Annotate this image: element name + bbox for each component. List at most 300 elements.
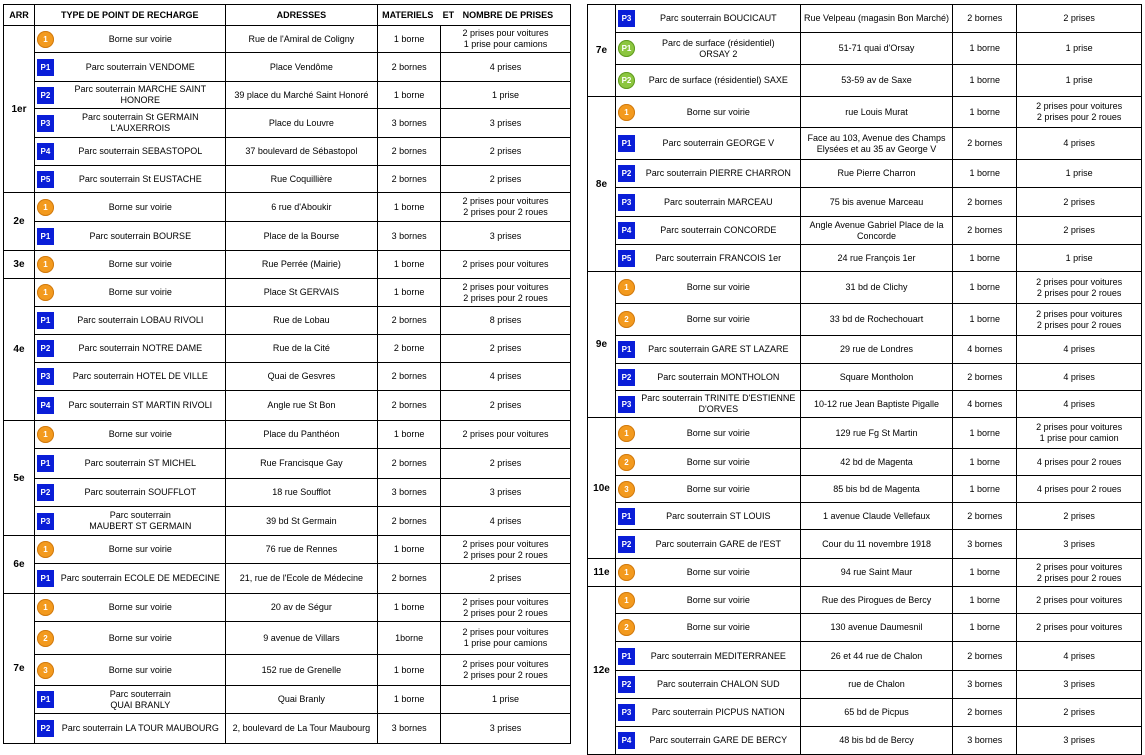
address-cell: Rue de l'Amiral de Coligny [225,26,377,53]
address-cell: Place de la Bourse [225,222,377,251]
parking-marker-icon: P1 [618,648,635,665]
materiel-cell: 2 bornes [378,391,441,421]
type-cell [615,699,800,727]
street-charger-marker-icon: 1 [37,31,54,48]
materiel-cell: 3 bornes [953,671,1017,699]
prises-cell: 3 prises [1017,727,1142,755]
table-row [4,251,571,279]
parking-marker-icon: P2 [37,484,54,501]
prises-cell: 3 prises [441,109,571,138]
address-cell: Place du Louvre [225,109,377,138]
prises-cell: 2 prises [1017,699,1142,727]
street-charger-marker-icon: 2 [618,311,635,328]
street-charger-marker-icon: 2 [618,619,635,636]
arrondissement-cell: 6e [4,536,35,594]
materiel-cell: 2 bornes [953,642,1017,671]
type-cell [615,217,800,245]
materiel-cell: 1 borne [378,251,441,279]
address-cell: Rue Perrée (Mairie) [225,251,377,279]
materiel-cell: 1 borne [378,279,441,307]
type-label: Parc souterrain ECOLE DE MEDECINE [60,573,220,583]
street-charger-marker-icon: 1 [37,599,54,616]
prises-cell: 3 prises [441,479,571,507]
type-label: Parc souterrain GARE DE BERCY [649,735,788,745]
parking-marker-icon: P2 [618,676,635,693]
address-cell: 24 rue François 1er [800,245,953,272]
materiel-cell: 3 bornes [378,479,441,507]
parking-marker-icon: P2 [618,165,635,182]
address-cell: Rue Francisque Gay [225,449,377,479]
address-cell: 75 bis avenue Marceau [800,188,953,217]
header-et-label: ET [442,9,455,20]
type-label: Borne sur voirie [108,602,172,612]
prises-cell: 1 prise [1017,65,1142,97]
materiel-cell: 2 bornes [953,128,1017,160]
surface-parking-marker-icon: P1 [618,40,635,57]
type-cell [34,166,225,193]
table-row [4,138,571,166]
prises-cell: 2 prises pour voitures [1017,587,1142,614]
materiel-cell: 2 bornes [953,503,1017,530]
type-label: Parc souterrain BOUCICAUT [660,13,777,23]
materiel-cell: 2 bornes [953,699,1017,727]
parking-marker-icon: P1 [37,59,54,76]
materiel-cell: 1 borne [378,655,441,686]
materiel-cell: 1 borne [953,65,1017,97]
prises-cell: 2 prises pour voitures 2 prises pour 2 roues [441,594,571,622]
type-label: Parc souterrain HOTEL DE VILLE [72,371,208,381]
prises-cell: 4 prises [1017,391,1142,418]
street-charger-marker-icon: 1 [37,199,54,216]
type-label: Borne sur voirie [108,544,172,554]
table-row [4,193,571,222]
materiel-cell: 2 bornes [378,564,441,594]
type-cell [34,138,225,166]
table-row [588,272,1142,304]
address-cell: 48 bis bd de Bercy [800,727,953,755]
prises-cell: 2 prises [1017,188,1142,217]
table-row [588,449,1142,476]
address-cell: 130 avenue Daumesnil [800,614,953,642]
materiel-cell: 4 bornes [953,336,1017,364]
materiel-cell: 3 bornes [953,727,1017,755]
materiel-cell: 2 bornes [378,507,441,536]
prises-cell: 2 prises pour voitures 1 prise pour camions [441,26,571,53]
table-row [588,642,1142,671]
street-charger-marker-icon: 1 [37,284,54,301]
table-row [588,503,1142,530]
arrondissement-cell: 9e [588,272,616,418]
prises-cell: 1 prise [441,82,571,109]
left-table-body [4,26,571,744]
prises-cell: 2 prises [441,335,571,363]
materiel-cell: 1 borne [953,476,1017,503]
prises-cell: 2 prises [441,449,571,479]
type-label: Borne sur voirie [686,427,750,438]
parking-marker-icon: P3 [37,368,54,385]
type-label: Parc souterrain MONTHOLON [657,371,780,382]
prises-cell: 3 prises [441,222,571,251]
address-cell: 39 bd St Germain [225,507,377,536]
prises-cell: 4 prises [441,507,571,536]
type-cell [34,307,225,335]
materiel-cell: 2 bornes [953,217,1017,245]
table-row [4,53,571,82]
prises-cell: 1 prise [1017,33,1142,65]
type-label: Borne sur voirie [108,287,172,297]
parking-marker-icon: P5 [37,171,54,188]
arrondissement-cell: 8e [588,97,616,272]
type-cell [34,479,225,507]
header-row [4,5,571,26]
address-cell: 33 bd de Rochechouart [800,304,953,336]
parking-marker-icon: P1 [618,135,635,152]
materiel-cell: 1 borne [953,304,1017,336]
address-cell: Cour du 11 novembre 1918 [800,530,953,559]
type-label: Borne sur voirie [686,567,750,577]
type-cell [34,536,225,564]
address-cell: Rue Velpeau (magasin Bon Marché) [800,5,953,33]
table-row [588,476,1142,503]
table-row [588,418,1142,449]
prises-cell: 4 prises pour 2 roues [1017,449,1142,476]
parking-marker-icon: P4 [618,222,635,239]
street-charger-marker-icon: 1 [618,279,635,296]
table-row [588,128,1142,160]
prises-cell: 3 prises [441,714,571,744]
table-row [588,245,1142,272]
header-prises [441,5,571,26]
table-row [588,391,1142,418]
header-addresses: ADRESSES [225,5,377,26]
type-cell [615,449,800,476]
type-cell [34,686,225,714]
table-row [588,559,1142,587]
type-label: Parc souterrain ST LOUIS [666,510,771,521]
type-label: Parc de surface (résidentiel) ORSAY 2 [662,37,775,59]
address-cell: Place Vendôme [225,53,377,82]
materiel-cell: 2 bornes [953,364,1017,391]
street-charger-marker-icon: 3 [37,662,54,679]
type-cell [615,128,800,160]
type-cell [34,594,225,622]
table-row [4,655,571,686]
table-row [588,364,1142,391]
address-cell: Rue de Lobau [225,307,377,335]
table-row [4,166,571,193]
header-arr: ARR [4,5,35,26]
table-row [588,336,1142,364]
table-row [588,217,1142,245]
type-label: Borne sur voirie [108,259,172,269]
prises-cell: 3 prises [1017,530,1142,559]
type-label: Parc souterrain LOBAU RIVOLI [77,315,204,325]
materiel-cell: 3 bornes [953,530,1017,559]
materiel-cell: 2 bornes [378,449,441,479]
address-cell: 1 avenue Claude Vellefaux [800,503,953,530]
type-label: Borne sur voirie [108,201,172,212]
street-charger-marker-icon: 1 [618,592,635,609]
parking-marker-icon: P2 [618,536,635,553]
parking-marker-icon: P1 [37,455,54,472]
prises-cell: 4 prises [1017,128,1142,160]
table-row [4,363,571,391]
type-cell [615,97,800,128]
prises-cell: 2 prises pour voitures 2 prises pour 2 roues [441,279,571,307]
type-cell [615,364,800,391]
materiel-cell: 4 bornes [953,391,1017,418]
address-cell: 31 bd de Clichy [800,272,953,304]
parking-marker-icon: P1 [37,570,54,587]
type-cell [34,507,225,536]
type-cell [615,642,800,671]
type-cell [34,622,225,655]
type-label: Parc souterrain St GERMAIN L'AUXERROIS [82,112,199,133]
type-label: Parc souterrain ST MICHEL [84,458,196,468]
prises-cell: 2 prises [441,138,571,166]
prises-cell: 2 prises pour voitures 1 prise pour camion [1017,418,1142,449]
address-cell: 20 av de Ségur [225,594,377,622]
table-row [4,449,571,479]
address-cell: 42 bd de Magenta [800,449,953,476]
table-row [588,614,1142,642]
address-cell: 2, boulevard de La Tour Maubourg [225,714,377,744]
type-cell [34,279,225,307]
prises-cell: 2 prises pour voitures 2 prises pour 2 roues [1017,304,1142,336]
prises-cell: 2 prises [1017,503,1142,530]
materiel-cell: 3 bornes [378,222,441,251]
type-cell [34,564,225,594]
surface-parking-marker-icon: P2 [618,72,635,89]
table-row [4,335,571,363]
type-label: Parc souterrain BOURSE [89,230,192,241]
parking-marker-icon: P3 [37,115,54,132]
prises-cell: 2 prises pour voitures 1 prise pour camions [441,622,571,655]
table-row [588,699,1142,727]
type-cell [615,245,800,272]
arrondissement-cell: 7e [4,594,35,744]
materiel-cell: 2 bornes [953,188,1017,217]
type-label: Parc de surface (résidentiel) SAXE [648,75,788,85]
parking-marker-icon: P4 [618,732,635,749]
prises-cell: 8 prises [441,307,571,335]
address-cell: 53-59 av de Saxe [800,65,953,97]
materiel-cell: 1 borne [378,193,441,222]
address-cell: 29 rue de Londres [800,336,953,364]
parking-marker-icon: P1 [37,312,54,329]
parking-marker-icon: P1 [618,508,635,525]
address-cell: 10-12 rue Jean Baptiste Pigalle [800,391,953,418]
address-cell: 21, rue de l'Ecole de Médecine [225,564,377,594]
materiel-cell: 2 borne [378,335,441,363]
table-row [4,391,571,421]
street-charger-marker-icon: 2 [618,454,635,471]
street-charger-marker-icon: 2 [37,630,54,647]
materiel-cell: 1 borne [378,536,441,564]
table-row [4,564,571,594]
materiel-cell: 1 borne [378,26,441,53]
arrondissement-cell: 7e [588,5,616,97]
type-label: Parc souterrain FRANCOIS 1er [655,252,782,263]
table-row [4,421,571,449]
type-cell [615,272,800,304]
materiel-cell: 1 borne [378,686,441,714]
materiel-cell: 1 borne [953,587,1017,614]
address-cell: rue Louis Murat [800,97,953,128]
materiel-cell: 2 bornes [378,307,441,335]
prises-cell: 2 prises [441,564,571,594]
address-cell: 51-71 quai d'Orsay [800,33,953,65]
address-cell: 129 rue Fg St Martin [800,418,953,449]
table-row [4,222,571,251]
arrondissement-cell: 3e [4,251,35,279]
type-label: Parc souterrain SEBASTOPOL [78,146,203,156]
prises-cell: 2 prises pour voitures [1017,614,1142,642]
type-cell [615,530,800,559]
arrondissement-cell: 10e [588,418,616,559]
prises-cell: 1 prise [1017,160,1142,188]
materiel-cell: 1 borne [953,272,1017,304]
address-cell: 18 rue Soufflot [225,479,377,507]
table-row [4,479,571,507]
type-cell [615,304,800,336]
prises-cell: 4 prises [1017,642,1142,671]
address-cell: Angle rue St Bon [225,391,377,421]
type-label: Borne sur voirie [108,33,172,44]
type-label: Parc souterrain ST MARTIN RIVOLI [68,400,213,410]
address-cell: 94 rue Saint Maur [800,559,953,587]
materiel-cell: 1 borne [378,421,441,449]
prises-cell: 2 prises pour voitures 2 prises pour 2 roues [1017,97,1142,128]
prises-cell: 4 prises [441,363,571,391]
prises-cell: 2 prises pour voitures 2 prises pour 2 roues [441,536,571,564]
type-cell [34,26,225,53]
type-label: Parc souterrain GARE ST LAZARE [648,344,789,354]
parking-marker-icon: P3 [618,396,635,413]
type-label: Borne sur voirie [686,483,750,494]
street-charger-marker-icon: 1 [37,541,54,558]
type-cell [34,449,225,479]
table-row [588,33,1142,65]
street-charger-marker-icon: 1 [618,564,635,581]
type-cell [34,251,225,279]
address-cell: 76 rue de Rennes [225,536,377,564]
type-label: Parc souterrain MEDITERRANEE [650,650,786,661]
table-row [588,587,1142,614]
type-cell [615,503,800,530]
materiel-cell: 2 bornes [378,138,441,166]
materiel-cell: 1 borne [953,449,1017,476]
table-row [4,307,571,335]
parking-marker-icon: P4 [37,397,54,414]
address-cell: Rue de la Cité [225,335,377,363]
type-cell [34,109,225,138]
address-cell: 26 et 44 rue de Chalon [800,642,953,671]
prises-cell: 2 prises pour voitures 2 prises pour 2 roues [1017,272,1142,304]
type-label: Borne sur voirie [686,106,750,117]
address-cell: Face au 103, Avenue des Champs Elysées et au 35 av George V [800,128,953,160]
type-label: Parc souterrain GARE de l'EST [655,538,781,549]
header-materiels [378,5,441,26]
materiel-cell: 1 borne [953,97,1017,128]
type-label: Borne sur voirie [686,282,750,292]
address-cell: 152 rue de Grenelle [225,655,377,686]
type-cell [615,391,800,418]
table-row [588,97,1142,128]
table-row [588,160,1142,188]
prises-cell: 2 prises pour voitures [441,421,571,449]
address-cell: Angle Avenue Gabriel Place de la Concorde [800,217,953,245]
arrondissement-cell: 1er [4,26,35,193]
type-cell [34,53,225,82]
arrondissement-cell: 4e [4,279,35,421]
street-charger-marker-icon: 1 [37,256,54,273]
table-row [588,727,1142,755]
prises-cell: 1 prise [1017,245,1142,272]
address-cell: 6 rue d'Aboukir [225,193,377,222]
materiel-cell: 2 bornes [378,53,441,82]
type-label: Parc souterrain QUAI BRANLY [109,688,171,710]
parking-marker-icon: P2 [37,720,54,737]
type-cell [615,160,800,188]
prises-cell: 4 prises [1017,364,1142,391]
arrondissement-cell: 5e [4,421,35,536]
table-row [4,26,571,53]
materiel-cell: 1 borne [953,160,1017,188]
prises-cell: 2 prises pour voitures 2 prises pour 2 roues [441,655,571,686]
type-label: Parc souterrain GEORGE V [662,138,775,148]
parking-marker-icon: P3 [618,704,635,721]
type-label: Parc souterrain PIERRE CHARRON [645,168,791,178]
type-cell [34,655,225,686]
materiel-cell: 1 borne [953,245,1017,272]
address-cell: Rue Pierre Charron [800,160,953,188]
parking-marker-icon: P2 [37,87,54,104]
parking-marker-icon: P5 [618,250,635,267]
arrondissement-cell: 2e [4,193,35,251]
left-charging-table [3,4,571,744]
street-charger-marker-icon: 1 [618,104,635,121]
materiel-cell: 2 bornes [378,363,441,391]
arrondissement-cell: 11e [588,559,616,587]
type-label: Parc souterrain NOTRE DAME [78,343,203,353]
type-cell [615,727,800,755]
header-type: TYPE DE POINT DE RECHARGE [34,5,225,26]
table-row [4,714,571,744]
street-charger-marker-icon: 1 [618,425,635,442]
type-cell [34,714,225,744]
address-cell: Place du Panthéon [225,421,377,449]
address-cell: Square Montholon [800,364,953,391]
materiel-cell: 1 borne [953,418,1017,449]
header-prises-label: NOMBRE DE PRISES [462,9,554,20]
type-label: Borne sur voirie [686,456,750,467]
type-cell [615,418,800,449]
parking-marker-icon: P2 [37,340,54,357]
type-label: Borne sur voirie [108,664,172,675]
table-row [4,594,571,622]
type-cell [615,188,800,217]
address-cell: Quai de Gesvres [225,363,377,391]
parking-marker-icon: P3 [618,10,635,27]
address-cell: 65 bd de Picpus [800,699,953,727]
materiel-cell: 1borne [378,622,441,655]
materiel-cell: 1 borne [953,614,1017,642]
prises-cell: 2 prises [441,391,571,421]
type-cell [34,335,225,363]
parking-marker-icon: P3 [618,194,635,211]
table-row [4,536,571,564]
